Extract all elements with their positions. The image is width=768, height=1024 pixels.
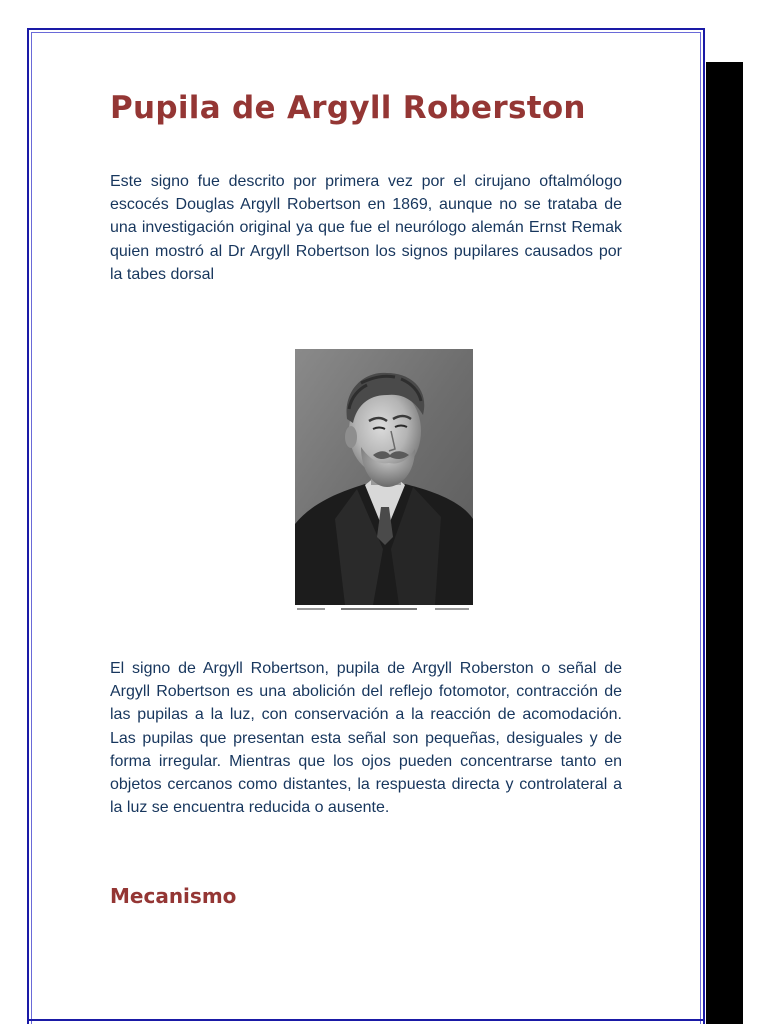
portrait-image	[295, 349, 473, 614]
caption-right-mark	[435, 608, 469, 610]
caption-left-mark	[297, 608, 325, 610]
page-shadow	[706, 62, 743, 1024]
definition-paragraph: El signo de Argyll Robertson, pupila de Argyll Roberston o señal de Argyll Robertson es una abolición del reflejo fotomotor, contracción de las pupilas a la luz, con conservación a la reacción de acomodación. Las pupilas que presentan esta señal son pequeñas, desiguales y de forma irregular. Mientras que los ojos pueden concentrarse tanto en objetos cercanos como distantes, la respuesta directa y controlateral a la luz se encuentra reducida o ausente.	[110, 660, 622, 817]
page-border-bottom	[27, 1019, 705, 1021]
section-heading-mecanismo: Mecanismo	[110, 884, 237, 908]
intro-paragraph: Este signo fue descrito por primera vez por el cirujano oftalmólogo escocés Douglas Argyll Robertson en 1869, aunque no se trataba de una investigación original ya que fue el neurólogo alemán Ernst Remak quien mostró al Dr Argyll Robertson los signos pupilares causados por la tabes dorsal	[110, 173, 622, 283]
page-title: Pupila de Argyll Roberston	[110, 90, 586, 126]
portrait-photo	[295, 349, 473, 614]
caption-center-mark	[341, 608, 417, 610]
